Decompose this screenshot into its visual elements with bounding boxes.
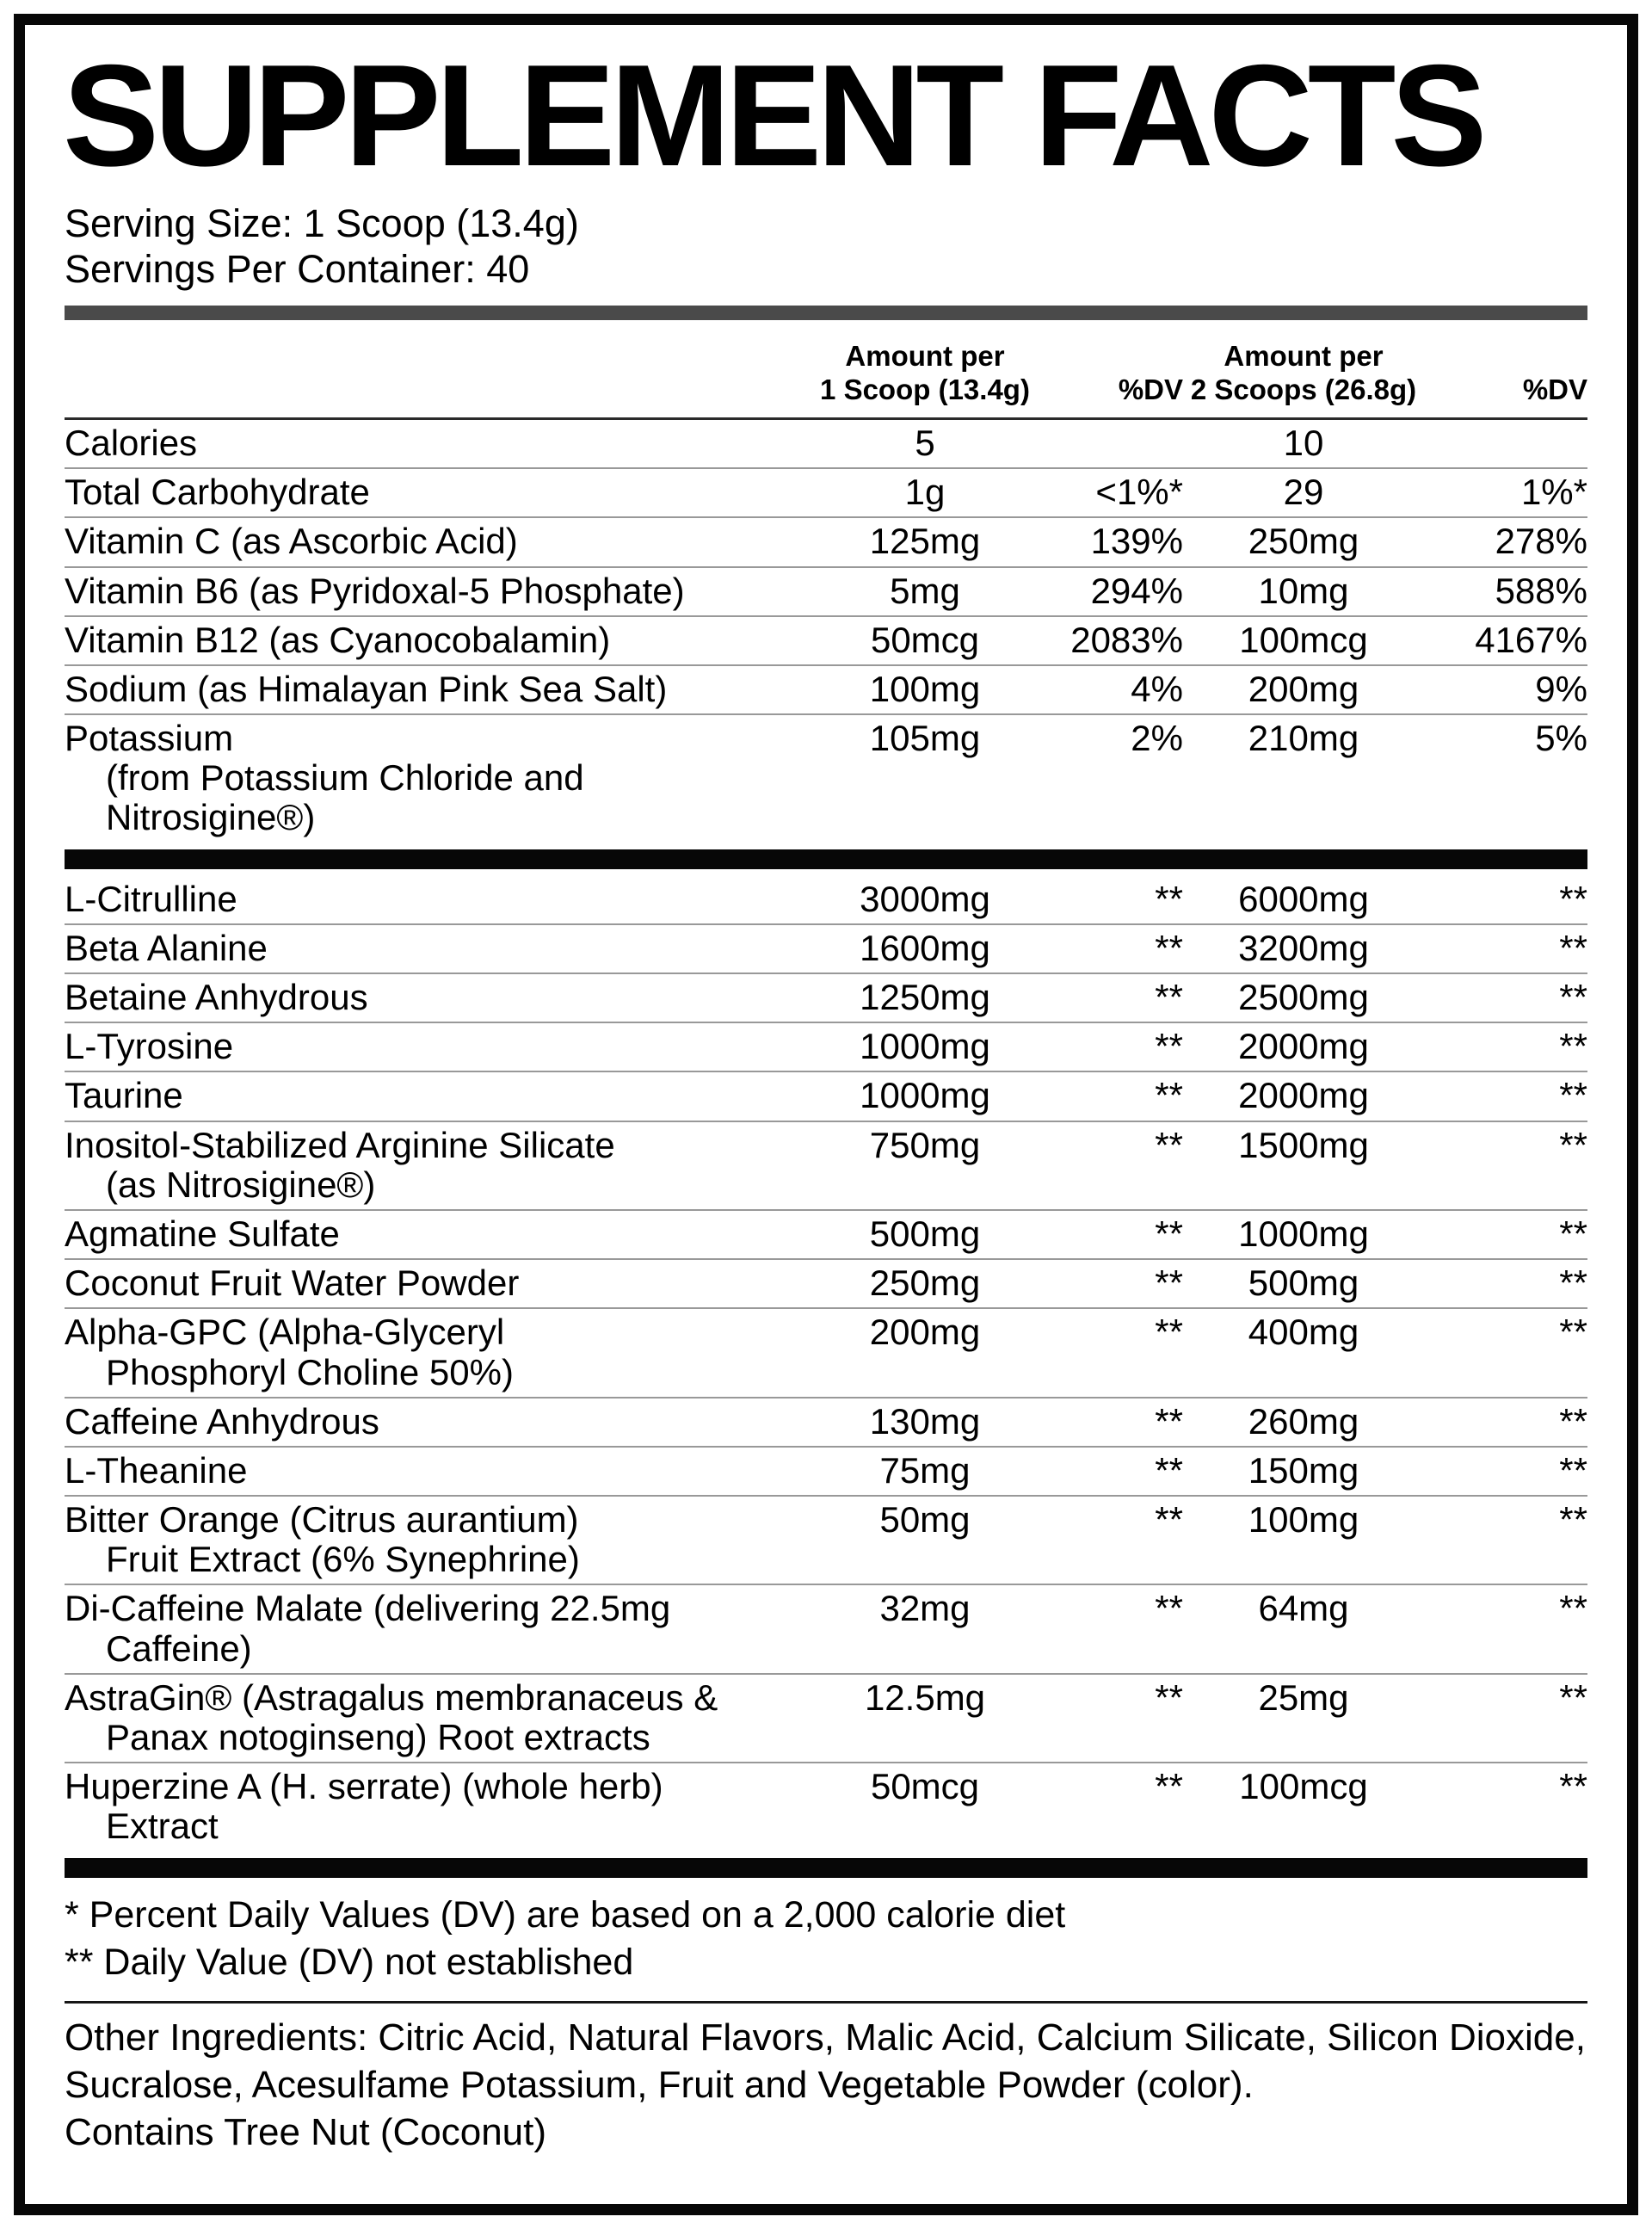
ingredient-name: Beta Alanine bbox=[65, 927, 268, 968]
header-percent-dv-2: %DV bbox=[1522, 374, 1587, 406]
ingredient-name-cell bbox=[65, 1076, 787, 1115]
percent-dv-1-value: ** bbox=[1155, 1124, 1183, 1165]
amount-per-1-scoop-value: 3000mg bbox=[860, 878, 990, 919]
amount-per-2-scoops-value: 2500mg bbox=[1238, 977, 1369, 1018]
amount-per-2-scoops-value: 210mg bbox=[1248, 718, 1359, 759]
ingredient-name-line2: (from Potassium Chloride and Nitrosigine®) bbox=[106, 757, 584, 838]
ingredient-name: Taurine bbox=[65, 1075, 183, 1116]
servings-per-container-line: Servings Per Container: 40 bbox=[65, 246, 530, 291]
percent-dv-2-value: 4167% bbox=[1475, 619, 1587, 660]
ingredient-name-cell bbox=[65, 1500, 787, 1579]
table-row bbox=[65, 1122, 1587, 1211]
ingredient-name-line2: Panax notoginseng) Root extracts bbox=[106, 1717, 650, 1758]
ingredient-name-cell bbox=[65, 522, 787, 561]
percent-dv-1-value: ** bbox=[1155, 1312, 1183, 1353]
actives-section bbox=[65, 876, 1587, 1851]
table-row bbox=[65, 1585, 1587, 1674]
ingredient-name-cell bbox=[65, 1027, 787, 1066]
table-row bbox=[65, 617, 1587, 666]
thick-black-divider bbox=[65, 849, 1587, 869]
amount-per-1-scoop-value: 50mcg bbox=[870, 619, 980, 660]
ingredient-name: L-Theanine bbox=[65, 1449, 248, 1491]
header-amount-per-2-scoops-line2: 2 Scoops (26.8g) bbox=[1190, 374, 1417, 406]
amount-per-1-scoop-value: 1000mg bbox=[860, 1026, 990, 1067]
ingredient-name-cell bbox=[65, 1214, 787, 1254]
ingredient-name: Agmatine Sulfate bbox=[65, 1213, 340, 1254]
thick-black-divider bbox=[65, 1858, 1587, 1878]
amount-per-2-scoops-value: 1500mg bbox=[1238, 1124, 1369, 1165]
percent-dv-2-value: 9% bbox=[1535, 668, 1587, 709]
amount-per-2-scoops-value: 260mg bbox=[1248, 1400, 1359, 1442]
amount-per-1-scoop-value: 500mg bbox=[869, 1213, 981, 1254]
header-amount-per-2-scoops-line1: Amount per bbox=[1224, 339, 1384, 372]
percent-dv-2-value: ** bbox=[1559, 1124, 1587, 1165]
amount-per-2-scoops-value: 3200mg bbox=[1238, 927, 1369, 968]
ingredient-name-cell bbox=[65, 978, 787, 1017]
ingredient-name: Potassium bbox=[65, 718, 234, 759]
percent-dv-1-value: 2% bbox=[1131, 718, 1183, 759]
ingredient-name-cell bbox=[65, 1451, 787, 1491]
table-row bbox=[65, 1260, 1587, 1309]
percent-dv-1-value: ** bbox=[1155, 1213, 1183, 1254]
table-row bbox=[65, 1309, 1587, 1398]
percent-dv-2-value: ** bbox=[1559, 878, 1587, 919]
ingredient-name: Huperzine A (H. serrate) (whole herb) bbox=[65, 1766, 663, 1807]
percent-dv-1-value: 294% bbox=[1090, 570, 1183, 611]
table-row bbox=[65, 1211, 1587, 1260]
ingredient-name: AstraGin® (Astragalus membranaceus & bbox=[65, 1676, 718, 1718]
amount-per-2-scoops-value: 6000mg bbox=[1238, 878, 1369, 919]
table-row bbox=[65, 1675, 1587, 1763]
ingredient-name-line2: (as Nitrosigine®) bbox=[106, 1164, 376, 1205]
amount-per-2-scoops-value: 250mg bbox=[1248, 521, 1359, 562]
amount-per-2-scoops-value: 200mg bbox=[1248, 668, 1359, 709]
table-row bbox=[65, 715, 1587, 843]
table-row bbox=[65, 1072, 1587, 1121]
amount-per-1-scoop-value: 50mcg bbox=[870, 1766, 980, 1807]
percent-dv-1-value: <1%* bbox=[1095, 472, 1183, 513]
amount-per-2-scoops-value: 100mcg bbox=[1239, 619, 1368, 660]
ingredient-name-cell bbox=[65, 880, 787, 919]
header-amount-per-1-scoop-line2: 1 Scoop (13.4g) bbox=[820, 374, 1030, 406]
percent-dv-1-value: ** bbox=[1155, 1400, 1183, 1442]
ingredient-name: Coconut Fruit Water Powder bbox=[65, 1263, 520, 1304]
percent-dv-2-value: ** bbox=[1559, 1499, 1587, 1541]
amount-per-2-scoops-value: 500mg bbox=[1248, 1263, 1359, 1304]
percent-dv-1-value: ** bbox=[1155, 1676, 1183, 1718]
percent-dv-1-value: ** bbox=[1155, 1766, 1183, 1807]
ingredient-name-cell bbox=[65, 670, 787, 709]
amount-per-1-scoop-value: 5mg bbox=[890, 570, 960, 611]
amount-per-2-scoops-value: 29 bbox=[1283, 472, 1324, 513]
ingredient-name: Betaine Anhydrous bbox=[65, 977, 368, 1018]
amount-per-2-scoops-value: 10mg bbox=[1258, 570, 1349, 611]
percent-dv-1-value: 139% bbox=[1090, 521, 1183, 562]
amount-per-1-scoop-value: 130mg bbox=[869, 1400, 981, 1442]
amount-per-2-scoops-value: 25mg bbox=[1258, 1676, 1349, 1718]
ingredient-name: Di-Caffeine Malate (delivering 22.5mg bbox=[65, 1588, 671, 1629]
ingredient-name-line2: Fruit Extract (6% Synephrine) bbox=[106, 1539, 580, 1580]
percent-dv-2-value: ** bbox=[1559, 927, 1587, 968]
table-header bbox=[65, 339, 1587, 420]
amount-per-1-scoop-value: 1g bbox=[904, 472, 946, 513]
table-row bbox=[65, 568, 1587, 617]
ingredient-name: Calories bbox=[65, 422, 198, 463]
ingredient-name-line2: Extract bbox=[106, 1806, 219, 1847]
amount-per-1-scoop-value: 200mg bbox=[869, 1312, 981, 1353]
amount-per-1-scoop-value: 750mg bbox=[869, 1124, 981, 1165]
thick-gray-divider bbox=[65, 306, 1587, 320]
ingredient-name-cell bbox=[65, 472, 787, 512]
amount-per-1-scoop-value: 32mg bbox=[879, 1588, 971, 1629]
serving-size-line: Serving Size: 1 Scoop (13.4g) bbox=[65, 201, 579, 245]
ingredient-name-cell bbox=[65, 1589, 787, 1668]
percent-dv-2-value: ** bbox=[1559, 1449, 1587, 1491]
percent-dv-1-value: ** bbox=[1155, 1588, 1183, 1629]
ingredient-name-line2: Caffeine) bbox=[106, 1627, 252, 1669]
allergen-statement: Contains Tree Nut (Coconut) bbox=[65, 2111, 547, 2154]
percent-dv-1-value: ** bbox=[1155, 1026, 1183, 1067]
amount-per-1-scoop-value: 105mg bbox=[869, 718, 981, 759]
table-row bbox=[65, 1763, 1587, 1850]
percent-dv-2-value: 588% bbox=[1495, 570, 1587, 611]
table-row bbox=[65, 1023, 1587, 1072]
percent-dv-2-value: ** bbox=[1559, 977, 1587, 1018]
nutrients-section bbox=[65, 420, 1587, 843]
footnote-dv-not-established: ** Daily Value (DV) not established bbox=[65, 1942, 634, 1984]
percent-dv-2-value: ** bbox=[1559, 1263, 1587, 1304]
percent-dv-1-value: ** bbox=[1155, 977, 1183, 1018]
table-row bbox=[65, 666, 1587, 715]
percent-dv-2-value: 278% bbox=[1495, 521, 1587, 562]
thin-rule-divider bbox=[65, 2001, 1587, 2004]
other-ingredients bbox=[65, 2014, 1587, 2156]
ingredient-name-cell bbox=[65, 1126, 787, 1205]
ingredient-name: Caffeine Anhydrous bbox=[65, 1400, 379, 1442]
percent-dv-2-value: ** bbox=[1559, 1026, 1587, 1067]
ingredient-name-cell bbox=[65, 1312, 787, 1392]
table-row bbox=[65, 876, 1587, 925]
percent-dv-1-value: ** bbox=[1155, 878, 1183, 919]
ingredient-name: Vitamin B12 (as Cyanocobalamin) bbox=[65, 619, 611, 660]
supplement-facts-title: SUPPLEMENT FACTS bbox=[63, 34, 1482, 196]
header-amount-per-1-scoop bbox=[787, 339, 1063, 407]
header-spacer bbox=[65, 339, 787, 407]
ingredient-name-cell bbox=[65, 929, 787, 968]
ingredient-name: Bitter Orange (Citrus aurantium) bbox=[65, 1499, 579, 1541]
footnotes bbox=[65, 1885, 1587, 1990]
table-row bbox=[65, 1448, 1587, 1497]
ingredient-name-cell bbox=[65, 621, 787, 660]
amount-per-1-scoop-value: 12.5mg bbox=[864, 1676, 986, 1718]
percent-dv-2-value: ** bbox=[1559, 1766, 1587, 1807]
percent-dv-2-value: 5% bbox=[1535, 718, 1587, 759]
table-row bbox=[65, 925, 1587, 974]
ingredient-name: L-Citrulline bbox=[65, 878, 237, 919]
amount-per-2-scoops-value: 150mg bbox=[1248, 1449, 1359, 1491]
header-percent-dv-1: %DV bbox=[1118, 374, 1183, 406]
amount-per-1-scoop-value: 125mg bbox=[869, 521, 981, 562]
supplement-facts-label bbox=[14, 14, 1638, 2215]
percent-dv-1-value: ** bbox=[1155, 927, 1183, 968]
ingredient-name-cell bbox=[65, 1263, 787, 1303]
percent-dv-1-value: 4% bbox=[1131, 668, 1183, 709]
ingredient-name: Inositol-Stabilized Arginine Silicate bbox=[65, 1124, 615, 1165]
ingredient-name-line2: Phosphoryl Choline 50%) bbox=[106, 1351, 514, 1392]
amount-per-2-scoops-value: 10 bbox=[1283, 422, 1324, 463]
ingredient-name-cell bbox=[65, 423, 787, 463]
other-ingredients-text: Other Ingredients: Citric Acid, Natural Flavors, Malic Acid, Calcium Silicate, Silicon Dioxide, Sucralose, Acesulfame Potassium, Fruit and Vegetable Powder (color). bbox=[65, 2016, 1586, 2107]
percent-dv-2-value: 1%* bbox=[1520, 472, 1587, 513]
header-amount-per-1-scoop-line1: Amount per bbox=[845, 339, 1005, 372]
table-row bbox=[65, 420, 1587, 469]
amount-per-2-scoops-value: 64mg bbox=[1258, 1588, 1349, 1629]
percent-dv-2-value: ** bbox=[1559, 1075, 1587, 1116]
ingredient-name-cell bbox=[65, 1678, 787, 1757]
amount-per-1-scoop-value: 250mg bbox=[869, 1263, 981, 1304]
amount-per-2-scoops-value: 100mg bbox=[1248, 1499, 1359, 1541]
footnote-dv-basis: * Percent Daily Values (DV) are based on a 2,000 calorie diet bbox=[65, 1893, 1066, 1936]
ingredient-name: Total Carbohydrate bbox=[65, 472, 370, 513]
amount-per-1-scoop-value: 1600mg bbox=[860, 927, 990, 968]
ingredient-name: Sodium (as Himalayan Pink Sea Salt) bbox=[65, 668, 668, 709]
amount-per-1-scoop-value: 5 bbox=[915, 422, 935, 463]
amount-per-2-scoops-value: 2000mg bbox=[1238, 1075, 1369, 1116]
percent-dv-2-value: ** bbox=[1559, 1400, 1587, 1442]
percent-dv-2-value: ** bbox=[1559, 1312, 1587, 1353]
percent-dv-1-value: ** bbox=[1155, 1499, 1183, 1541]
ingredient-name-cell bbox=[65, 719, 787, 838]
ingredient-name-cell bbox=[65, 1402, 787, 1442]
table-row bbox=[65, 1399, 1587, 1448]
percent-dv-2-value: ** bbox=[1559, 1676, 1587, 1718]
amount-per-1-scoop-value: 75mg bbox=[879, 1449, 971, 1491]
percent-dv-1-value: ** bbox=[1155, 1263, 1183, 1304]
ingredient-name: Vitamin C (as Ascorbic Acid) bbox=[65, 521, 518, 562]
ingredient-name: Alpha-GPC (Alpha-Glyceryl bbox=[65, 1312, 505, 1353]
ingredient-name: L-Tyrosine bbox=[65, 1026, 234, 1067]
table-row bbox=[65, 1497, 1587, 1585]
amount-per-1-scoop-value: 1000mg bbox=[860, 1075, 990, 1116]
table-row bbox=[65, 469, 1587, 518]
ingredient-name-cell bbox=[65, 1767, 787, 1846]
amount-per-2-scoops-value: 1000mg bbox=[1238, 1213, 1369, 1254]
table-row bbox=[65, 518, 1587, 567]
amount-per-1-scoop-value: 1250mg bbox=[860, 977, 990, 1018]
amount-per-1-scoop-value: 100mg bbox=[869, 668, 981, 709]
amount-per-2-scoops-value: 400mg bbox=[1248, 1312, 1359, 1353]
amount-per-2-scoops-value: 100mcg bbox=[1239, 1766, 1368, 1807]
header-amount-per-2-scoops bbox=[1183, 339, 1424, 407]
ingredient-name-cell bbox=[65, 571, 787, 611]
percent-dv-1-value: ** bbox=[1155, 1075, 1183, 1116]
percent-dv-1-value: 2083% bbox=[1070, 619, 1183, 660]
amount-per-1-scoop-value: 50mg bbox=[879, 1499, 971, 1541]
amount-per-2-scoops-value: 2000mg bbox=[1238, 1026, 1369, 1067]
percent-dv-2-value: ** bbox=[1559, 1588, 1587, 1629]
ingredient-name: Vitamin B6 (as Pyridoxal-5 Phosphate) bbox=[65, 570, 685, 611]
percent-dv-1-value: ** bbox=[1155, 1449, 1183, 1491]
percent-dv-2-value: ** bbox=[1559, 1213, 1587, 1254]
table-row bbox=[65, 974, 1587, 1023]
